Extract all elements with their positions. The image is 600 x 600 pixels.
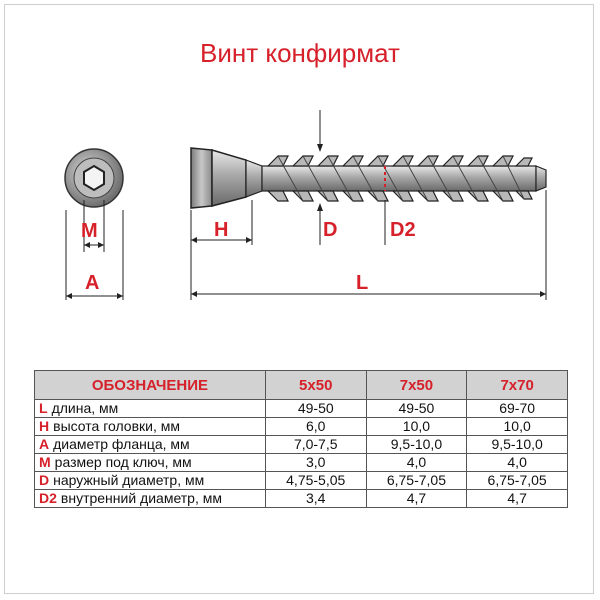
param-name: диаметр фланца, мм bbox=[53, 436, 190, 452]
header-cell: ОБОЗНАЧЕНИЕ bbox=[35, 371, 266, 400]
page-title: Винт конфирмат bbox=[200, 38, 400, 68]
value-cell: 6,75-7,05 bbox=[467, 472, 568, 490]
value-cell: 9,5-10,0 bbox=[467, 436, 568, 454]
end-view bbox=[65, 149, 123, 207]
side-view-dimensions bbox=[191, 110, 546, 300]
value-cell: 49-50 bbox=[265, 400, 366, 418]
label-m: M bbox=[81, 220, 98, 242]
param-cell bbox=[35, 400, 266, 418]
param-code: M bbox=[39, 454, 51, 470]
value-cell: 4,0 bbox=[467, 454, 568, 472]
value-cell: 10,0 bbox=[467, 418, 568, 436]
value-cell: 4,7 bbox=[366, 490, 467, 508]
table-row bbox=[35, 490, 568, 508]
label-l: L bbox=[356, 272, 369, 294]
value-cell: 7,0-7,5 bbox=[265, 436, 366, 454]
param-name: размер под ключ, мм bbox=[54, 454, 192, 470]
param-name: длина, мм bbox=[51, 400, 119, 416]
table-row bbox=[35, 472, 568, 490]
param-cell bbox=[35, 454, 266, 472]
param-code: H bbox=[39, 418, 50, 434]
param-code: D bbox=[39, 472, 50, 488]
value-cell: 6,0 bbox=[265, 418, 366, 436]
table-row bbox=[35, 436, 568, 454]
label-d: D bbox=[323, 219, 338, 241]
param-name: высота головки, мм bbox=[53, 418, 180, 434]
hex-socket-icon bbox=[84, 166, 104, 190]
param-cell bbox=[35, 472, 266, 490]
table-row bbox=[35, 400, 568, 418]
header-cell: 5x50 bbox=[265, 371, 366, 400]
value-cell: 9,5-10,0 bbox=[366, 436, 467, 454]
param-code: D2 bbox=[39, 490, 57, 506]
param-cell bbox=[35, 436, 266, 454]
label-d2: D2 bbox=[390, 219, 416, 241]
table-header-row bbox=[35, 371, 568, 400]
value-cell: 3,0 bbox=[265, 454, 366, 472]
specs-table bbox=[34, 370, 568, 508]
value-cell: 4,0 bbox=[366, 454, 467, 472]
param-code: L bbox=[39, 400, 48, 416]
value-cell: 6,75-7,05 bbox=[366, 472, 467, 490]
value-cell: 49-50 bbox=[366, 400, 467, 418]
param-code: A bbox=[39, 436, 50, 452]
param-name: наружный диаметр, мм bbox=[53, 472, 205, 488]
value-cell: 4,75-5,05 bbox=[265, 472, 366, 490]
header-cell: 7x70 bbox=[467, 371, 568, 400]
param-cell bbox=[35, 418, 266, 436]
table-row bbox=[35, 454, 568, 472]
param-cell bbox=[35, 490, 266, 508]
table-row bbox=[35, 418, 568, 436]
label-h: H bbox=[214, 219, 229, 241]
value-cell: 69-70 bbox=[467, 400, 568, 418]
value-cell: 3,4 bbox=[265, 490, 366, 508]
label-a: A bbox=[85, 272, 100, 294]
value-cell: 4,7 bbox=[467, 490, 568, 508]
value-cell: 10,0 bbox=[366, 418, 467, 436]
param-name: внутренний диаметр, мм bbox=[60, 490, 223, 506]
header-cell: 7x50 bbox=[366, 371, 467, 400]
screw-body bbox=[191, 148, 546, 208]
